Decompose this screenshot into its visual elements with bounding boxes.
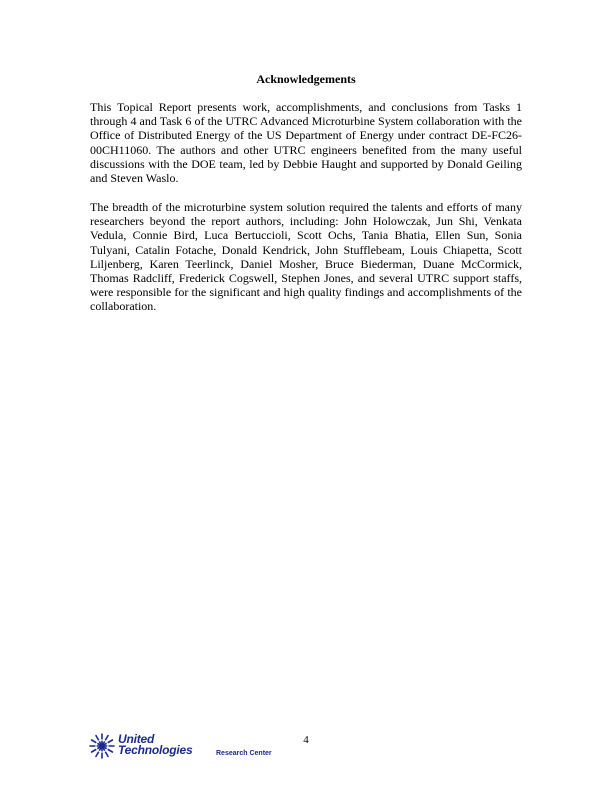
logo-line-technologies: Technologies: [118, 743, 193, 757]
utc-globe-logo-icon: [88, 732, 116, 760]
page-number: 4: [303, 734, 309, 746]
page-title: Acknowledgements: [256, 72, 356, 86]
utc-logo: [88, 732, 288, 760]
logo-subtitle: Research Center: [216, 750, 272, 757]
logo-line-united: United: [118, 732, 155, 746]
paragraph-contributors: The breadth of the microturbine system solution required the talents and efforts of many researchers beyond the report authors, including: John Holowczak, Jun Shi, Venkata Vedula, Connie Bird, Luca Bertuccioli, Scott Ochs, Tania Bhatia, Ellen Sun, Sonia Tulyani, Catalin Fotache, Donald Kendrick, John Stufflebeam, Louis Chiapetta, Scott Liljenberg, Karen Teerlinck, Daniel Mosher, Bruce Biederman, Duane McCormick, Thomas Radcliff, Frederick Cogswell, Stephen Jones, and several UTRC support staffs, were responsible for the significant and high quality findings and accomplishments of the collaboration.: [90, 200, 522, 314]
paragraph-intro: This Topical Report presents work, accomplishments, and conclusions from Tasks 1 through 4 and Task 6 of the UTRC Advanced Microturbine System collaboration with the Office of Distributed Energy of the US Department of Energy under contract DE-FC26-00CH11060. The authors and other UTRC engineers benefited from the many useful discussions with the DOE team, led by Debbie Haught and supported by Donald Geiling and Steven Waslo.: [90, 100, 522, 186]
logo-wordmark: [118, 734, 193, 756]
page-footer: [0, 728, 612, 768]
